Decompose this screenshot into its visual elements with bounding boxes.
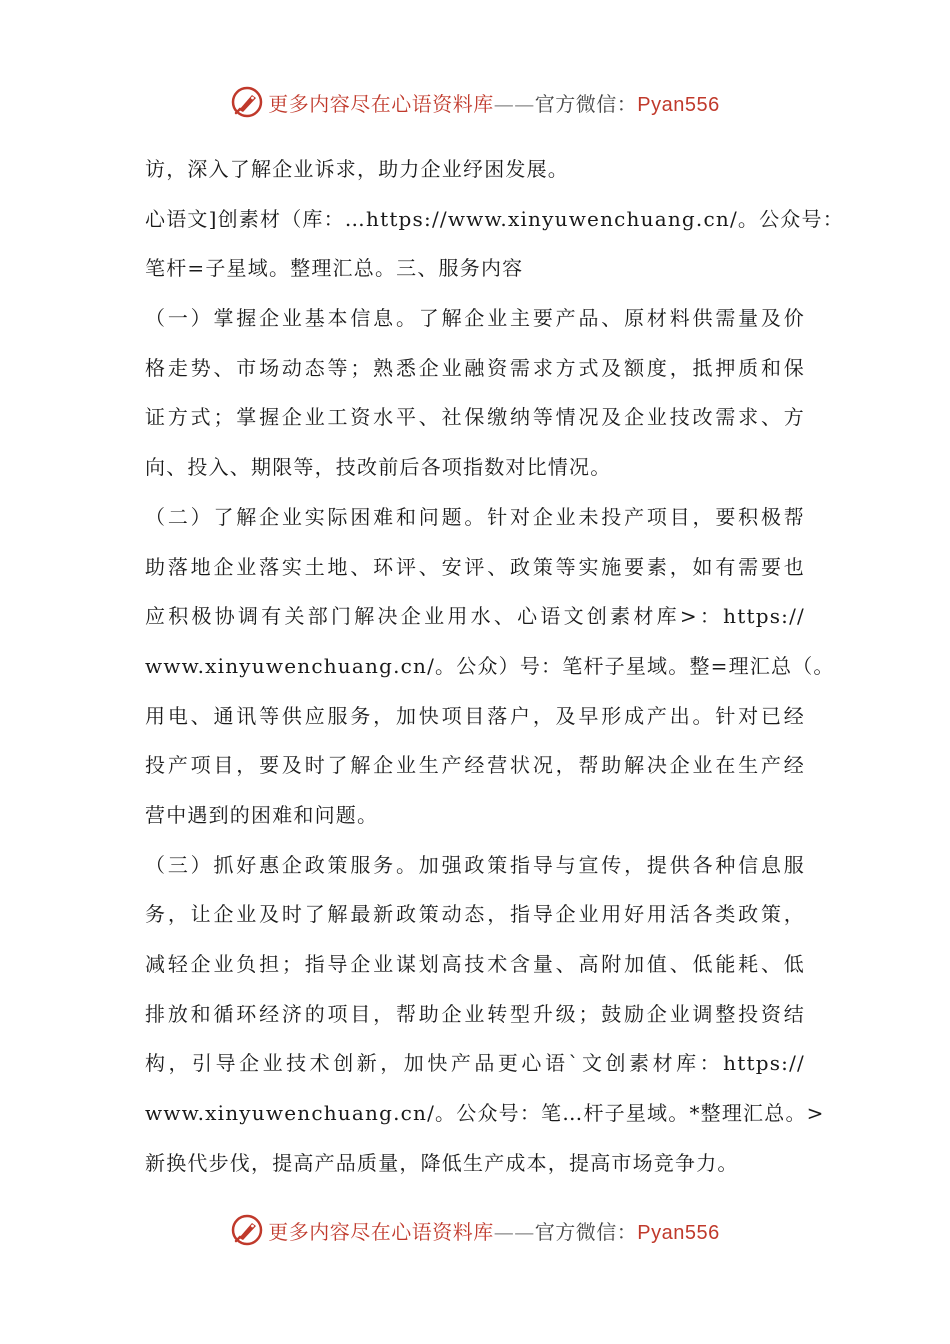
- body-line: （一）掌握企业基本信息。了解企业主要产品、原材料供需量及价: [145, 306, 805, 331]
- body-line: 助落地企业落实土地、环评、安评、政策等实施要素，如有需要也: [145, 554, 805, 579]
- wechat-id: Pyan556: [637, 1221, 720, 1244]
- body-line: 用电、通讯等供应服务，加快项目落户，及早形成产出。针对已经: [145, 703, 805, 728]
- body-line: 证方式；掌握企业工资水平、社保缴纳等情况及企业技改需求、方: [145, 405, 805, 430]
- body-line: 应积极协调有关部门解决企业用水、心语文创素材库>：https://: [145, 604, 805, 629]
- body-line: 营中遇到的困难和问题。: [145, 802, 379, 827]
- banner-dash: ——: [493, 1219, 535, 1244]
- body-line: 笔杆=子星域。整理汇总。三、服务内容: [145, 256, 524, 281]
- site-name: 更多内容尽在心语资料库: [268, 1219, 494, 1244]
- body-line: 访，深入了解企业诉求，助力企业纾困发展。: [145, 157, 569, 181]
- pen-nib-logo-icon: [230, 85, 264, 119]
- body-line: 务，让企业及时了解最新政策动态，指导企业用好用活各类政策，: [145, 902, 805, 927]
- body-line: 新换代步伐，提高产品质量，降低生产成本，提高市场竞争力。: [145, 1150, 739, 1175]
- header-banner-text: [268, 88, 719, 117]
- body-line: 构，引导企业技术创新，加快产品更心语`文创素材库：https://: [145, 1051, 805, 1076]
- body-line: www.xinyuwenchuang.cn/。公众号：笔…杆子星域。*整理汇总。>: [145, 1101, 825, 1126]
- footer-banner-text: [268, 1216, 719, 1245]
- body-line: 向、投入、期限等，技改前后各项指数对比情况。: [145, 455, 612, 480]
- body-line: 心语文]创素材（库：…https://www.xinyuwenchuang.cn/。公众号：: [145, 206, 844, 231]
- document-body: [145, 145, 844, 1188]
- body-line: www.xinyuwenchuang.cn/。公众）号：笔杆子星域。整=理汇总（。: [145, 653, 835, 678]
- body-line: （二）了解企业实际困难和问题。针对企业未投产项目，要积极帮: [145, 504, 805, 529]
- body-line: 格走势、市场动态等；熟悉企业融资需求方式及额度，抵押质和保: [145, 355, 805, 380]
- body-line: （三）抓好惠企政策服务。加强政策指导与宣传，提供各种信息服: [145, 852, 805, 877]
- body-line: 排放和循环经济的项目，帮助企业转型升级；鼓励企业调整投资结: [145, 1001, 805, 1026]
- body-line: 减轻企业负担；指导企业谋划高技术含量、高附加值、低能耗、低: [145, 952, 805, 976]
- wechat-label: 官方微信：: [534, 91, 638, 116]
- wechat-id: Pyan556: [637, 93, 720, 116]
- footer-banner: [0, 1210, 950, 1250]
- site-name: 更多内容尽在心语资料库: [268, 91, 494, 116]
- pen-nib-logo-icon: [230, 1213, 264, 1247]
- wechat-label: 官方微信：: [534, 1219, 638, 1244]
- header-banner: [0, 82, 950, 122]
- body-line: 投产项目，要及时了解企业生产经营状况，帮助解决企业在生产经: [145, 753, 805, 778]
- banner-dash: ——: [493, 91, 535, 116]
